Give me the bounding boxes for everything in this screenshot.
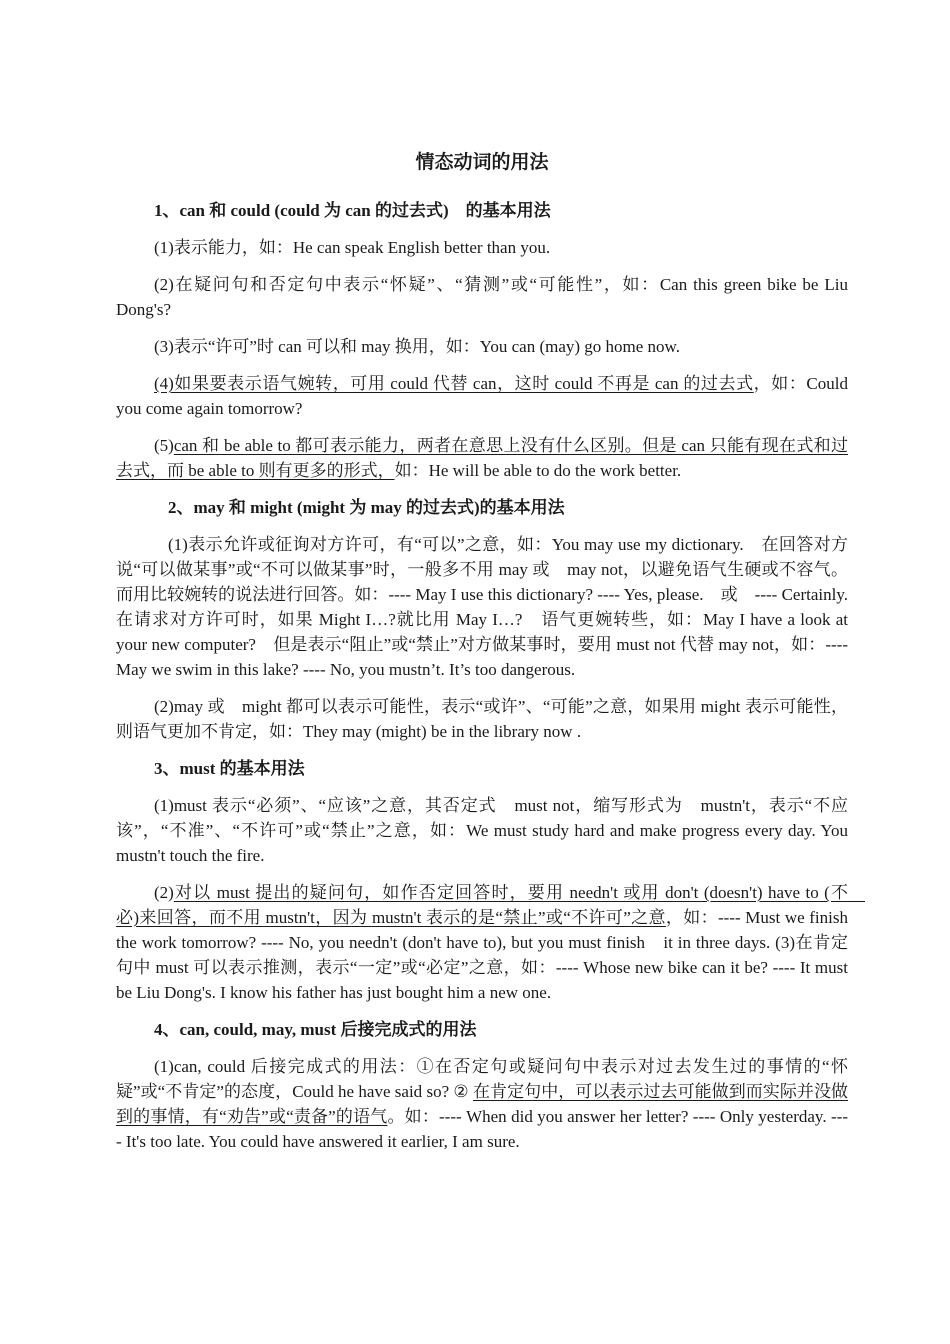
text-run: (1)表示允许或征询对方许可，有“可以”之意，如：You may use my dictionary. 在回答对方说“可以做某事”或“不可以做某事”时，一般多不用 may 或 may not，以避免语气生硬或不容气。而用比较婉转的说法进行回答。如：---- May I use this dictionary? ---- Yes, please. 或 ---- Certainly. 在请求对方许可时，如果 Might I…?就比用 May I…? 语气更婉转些，如：May I have a look at your new computer? 但是表示“阻止”或“禁止”对方做某事时，要用 must not 代替 may not，如：---- May we swim in this lake? ---- No, you mustn’t. It’s too dangerous. <box>116 535 865 679</box>
section-heading: 2、may 和 might (might 为 may 的过去式)的基本用法 <box>168 498 565 517</box>
underlined-text: can 和 be able to 都可表示能力，两者在意思上没有什么区别。但是 can 只能有现在式和过去式，而 be able to 则有更多的形式， <box>116 436 848 480</box>
paragraph <box>116 371 848 421</box>
underlined-text: 对以 must 提出的疑问句，如作否定回答时，要用 needn't 或用 don't (doesn't) have to (不 必)来回答，而不用 mustn't，因为 mustn't 表示的是“禁止”或“不许可”之意 <box>116 883 865 927</box>
section-heading: 1、can 和 could (could 为 can 的过去式) 的基本用法 <box>154 201 551 220</box>
text-run: 如：He will be able to do the work better. <box>394 461 682 480</box>
text-run: ，如：Could you come again tomorrow? <box>116 374 848 418</box>
paragraph <box>116 235 848 260</box>
paragraph <box>116 880 865 1005</box>
sections-container <box>116 198 865 1154</box>
paragraph <box>116 694 848 744</box>
document-title: 情态动词的用法 <box>415 151 549 173</box>
text-run: ，如：---- Must we finish the work tomorrow? ---- No, you needn't (don't have to), but you must finish it in three days. (3)在肯定句中 must 可以表示推测，表示“一定”或“必定”之意，如：---- Whose new bike can it be? ---- It must be Liu Dong's. I know his father has just bought him a new one. <box>116 908 848 1002</box>
underlined-text: (4)如果要表示语气婉转，可用 could 代替 can，这时 could 不再是 can 的过去式 <box>154 374 754 393</box>
underlined-text: 在肯定句中，可以表示过去可能做到而实际并没做到的事情，有“劝告”或“责备”的语气 <box>116 1082 848 1126</box>
paragraph <box>116 1054 848 1154</box>
section-heading: 4、can, could, may, must 后接完成式的用法 <box>154 1020 477 1039</box>
section-heading: 3、must 的基本用法 <box>154 759 305 778</box>
paragraph <box>116 532 865 682</box>
text-run: (3)表示“许可”时 can 可以和 may 换用，如：You can (may) go home now. <box>154 337 680 356</box>
paragraph <box>116 272 848 322</box>
paragraph <box>116 433 848 483</box>
paragraph <box>116 793 848 868</box>
text-run: (2)在疑问句和否定句中表示“怀疑”、“猜测”或“可能性”，如：Can this green bike be Liu Dong's? <box>116 275 848 319</box>
text-run: 。如：---- When did you answer her letter? ---- Only yesterday. ---- It's too late. You could have answered it earlier, I am sure. <box>116 1107 848 1151</box>
text-run: (1)表示能力，如：He can speak English better than you. <box>154 238 551 257</box>
text-run: (1)can, could 后接完成式的用法：①在否定句或疑问句中表示对过去发生过的事情的“怀疑”或“不肯定”的态度，Could he have said so? ② <box>116 1057 848 1101</box>
text-run: (2)may 或 might 都可以表示可能性，表示“或许”、“可能”之意，如果用 might 表示可能性，则语气更加不肯定，如：They may (might) be in the library now . <box>116 697 848 741</box>
document-page <box>116 140 865 1166</box>
text-run: (5) <box>154 436 174 455</box>
paragraph <box>116 334 848 359</box>
text-run: (2) <box>154 883 174 902</box>
text-run: (1)must 表示“必须”、“应该”之意，其否定式 must not，缩写形式为 mustn't，表示“不应该”，“不准”、“不许可”或“禁止”之意，如：We must study hard and make progress every day. You mustn't touch the fire. <box>116 796 848 865</box>
